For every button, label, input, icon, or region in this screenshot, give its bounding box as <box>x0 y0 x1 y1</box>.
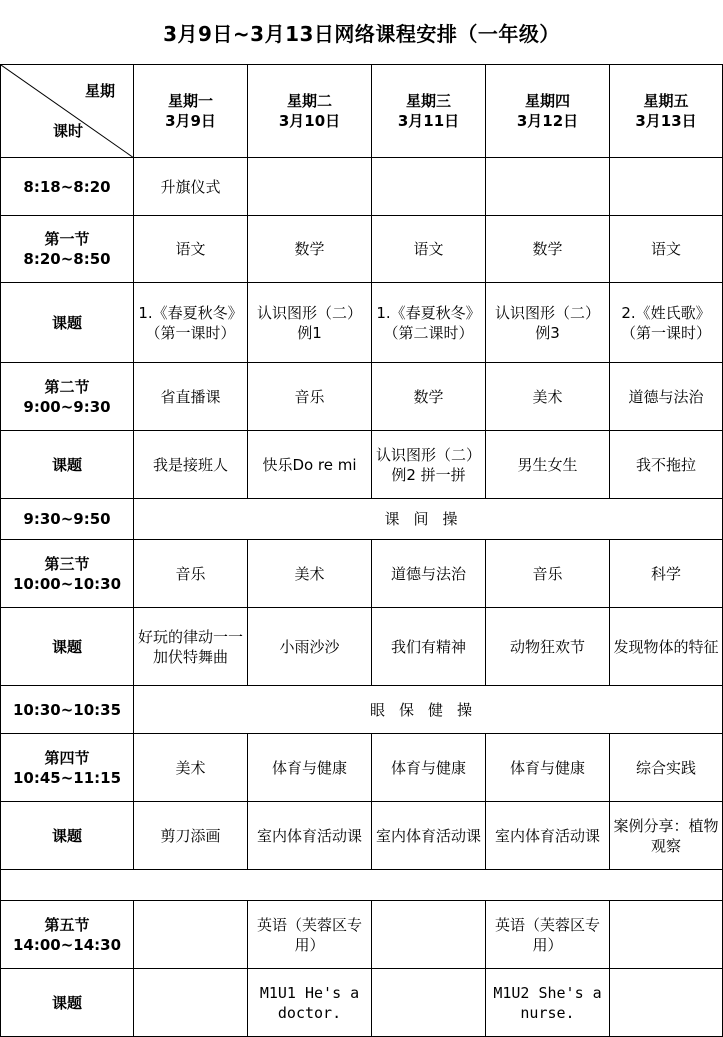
table-cell: 认识图形（二）例2 拼一拼 <box>372 431 486 499</box>
table-row <box>1 158 723 216</box>
row-label: 课题 <box>1 802 134 870</box>
table-row <box>1 734 723 802</box>
table-cell: 体育与健康 <box>248 734 372 802</box>
row-label: 课题 <box>1 283 134 363</box>
table-cell: 体育与健康 <box>486 734 610 802</box>
break-cell: 眼保健操 <box>134 686 723 734</box>
day-header-fri: 星期五 3月13日 <box>610 65 723 158</box>
table-row <box>1 901 723 969</box>
table-row <box>1 802 723 870</box>
table-cell: 省直播课 <box>134 363 248 431</box>
table-cell <box>610 158 723 216</box>
day-header-mon: 星期一 3月9日 <box>134 65 248 158</box>
corner-period-label: 课时 <box>53 122 84 140</box>
row-label: 8:18~8:20 <box>1 158 134 216</box>
table-row <box>1 499 723 540</box>
table-cell: 音乐 <box>486 540 610 608</box>
table-cell: 室内体育活动课 <box>486 802 610 870</box>
table-cell: 案例分享：植物观察 <box>610 802 723 870</box>
table-cell <box>134 969 248 1037</box>
row-label: 第一节 8:20~8:50 <box>1 216 134 283</box>
table-cell: 英语（芙蓉区专用） <box>486 901 610 969</box>
table-cell: M1U1 He's a doctor. <box>248 969 372 1037</box>
break-cell: 课间操 <box>134 499 723 540</box>
table-cell <box>248 158 372 216</box>
table-cell <box>610 901 723 969</box>
table-cell: 1.《春夏秋冬》（第一课时） <box>134 283 248 363</box>
day-header-tue: 星期二 3月10日 <box>248 65 372 158</box>
table-cell <box>134 901 248 969</box>
table-cell: 男生女生 <box>486 431 610 499</box>
row-label: 第三节 10:00~10:30 <box>1 540 134 608</box>
table-cell: 我不拖拉 <box>610 431 723 499</box>
table-cell: 美术 <box>134 734 248 802</box>
table-cell: 小雨沙沙 <box>248 608 372 686</box>
table-cell: 数学 <box>248 216 372 283</box>
table-cell: 我是接班人 <box>134 431 248 499</box>
table-cell: 数学 <box>486 216 610 283</box>
corner-cell <box>1 65 134 158</box>
table-row <box>1 608 723 686</box>
table-row <box>1 363 723 431</box>
table-cell: 升旗仪式 <box>134 158 248 216</box>
table-cell: 道德与法治 <box>372 540 486 608</box>
schedule-table <box>0 64 723 1037</box>
table-cell: 英语（芙蓉区专用） <box>248 901 372 969</box>
row-label: 9:30~9:50 <box>1 499 134 540</box>
table-cell: 好玩的律动一一加伏特舞曲 <box>134 608 248 686</box>
table-cell: 1.《春夏秋冬》（第二课时） <box>372 283 486 363</box>
table-cell: 美术 <box>248 540 372 608</box>
spacer-cell <box>1 870 723 901</box>
row-label: 课题 <box>1 431 134 499</box>
day-header-wed: 星期三 3月11日 <box>372 65 486 158</box>
page-title: 3月9日~3月13日网络课程安排（一年级） <box>163 21 560 46</box>
table-cell: 剪刀添画 <box>134 802 248 870</box>
table-cell: 动物狂欢节 <box>486 608 610 686</box>
table-cell: 数学 <box>372 363 486 431</box>
table-cell: 认识图形（二）例3 <box>486 283 610 363</box>
diagonal-divider <box>1 65 134 158</box>
table-cell: 我们有精神 <box>372 608 486 686</box>
table-cell: 科学 <box>610 540 723 608</box>
row-label: 课题 <box>1 608 134 686</box>
table-row <box>1 540 723 608</box>
table-row <box>1 283 723 363</box>
table-cell: 语文 <box>134 216 248 283</box>
table-cell <box>372 901 486 969</box>
row-label: 10:30~10:35 <box>1 686 134 734</box>
header-row <box>1 65 723 158</box>
spacer-row <box>1 870 723 901</box>
table-cell: 语文 <box>372 216 486 283</box>
table-row <box>1 686 723 734</box>
table-cell: 发现物体的特征 <box>610 608 723 686</box>
table-cell: 室内体育活动课 <box>248 802 372 870</box>
table-cell <box>486 158 610 216</box>
table-row <box>1 969 723 1037</box>
corner-weekday-label: 星期 <box>84 82 115 100</box>
table-cell: 室内体育活动课 <box>372 802 486 870</box>
table-cell: 音乐 <box>248 363 372 431</box>
table-cell: 语文 <box>610 216 723 283</box>
row-label: 第五节 14:00~14:30 <box>1 901 134 969</box>
table-cell: 音乐 <box>134 540 248 608</box>
table-row <box>1 216 723 283</box>
table-cell: M1U2 She's a nurse. <box>486 969 610 1037</box>
table-cell <box>610 969 723 1037</box>
table-cell: 快乐Do re mi <box>248 431 372 499</box>
table-cell: 体育与健康 <box>372 734 486 802</box>
table-cell: 道德与法治 <box>610 363 723 431</box>
table-cell <box>372 969 486 1037</box>
table-cell: 美术 <box>486 363 610 431</box>
table-cell <box>372 158 486 216</box>
row-label: 第四节 10:45~11:15 <box>1 734 134 802</box>
table-cell: 综合实践 <box>610 734 723 802</box>
table-cell: 2.《姓氏歌》（第一课时） <box>610 283 723 363</box>
table-row <box>1 431 723 499</box>
row-label: 课题 <box>1 969 134 1037</box>
table-cell: 认识图形（二）例1 <box>248 283 372 363</box>
row-label: 第二节 9:00~9:30 <box>1 363 134 431</box>
day-header-thu: 星期四 3月12日 <box>486 65 610 158</box>
